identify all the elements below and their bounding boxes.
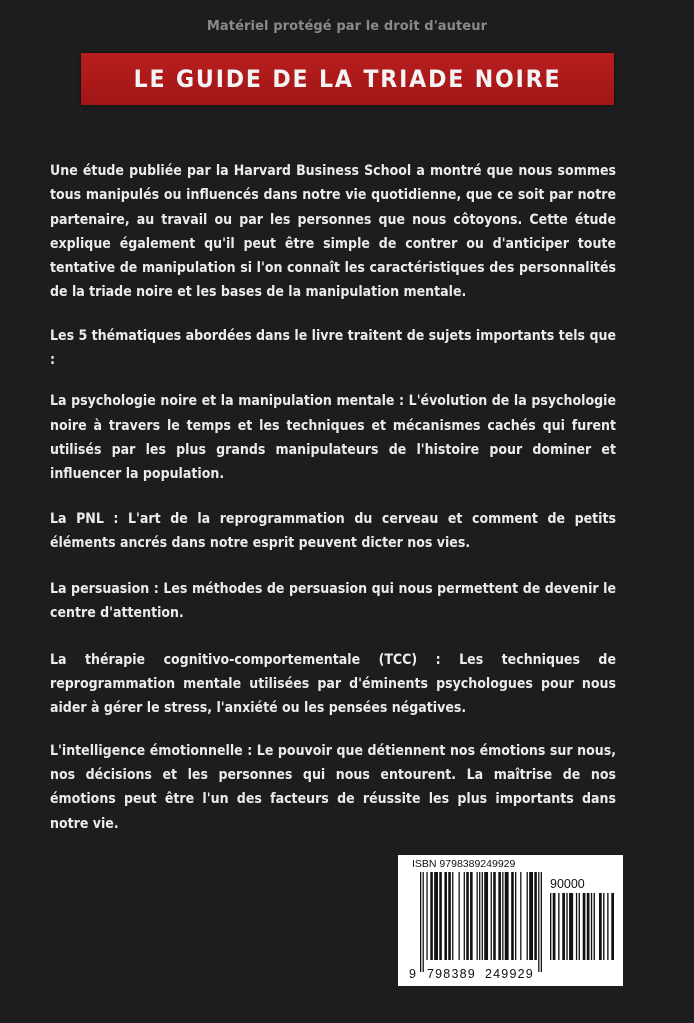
intro-paragraph: Une étude publiée par la Harvard Business School a montré que nous sommes tous manipulés ou influencés dans notre vie quotidienne, que ce soit par notre partenaire, au travail ou par les personnes que nous côtoyons. Cette étude explique également qu'il peut être simple de contrer ou d'anticiper toute tentative de manipulation si l'on connaît les caractéristiques des personnalités de la triade noire et les bases de la manipulation mentale. (50, 163, 616, 301)
barcode-bars-icon (420, 872, 542, 972)
isbn-digits-left: 798389 (427, 967, 476, 981)
topic-pnl: La PNL : L'art de la reprogrammation du cerveau et comment de petits éléments ancrés dans notre esprit peuvent dicter nos vies. (50, 510, 616, 551)
topics-lead-paragraph: Les 5 thématiques abordées dans le livre traitent de sujets importants tels que : (50, 327, 616, 369)
isbn-barcode (398, 855, 623, 986)
topic-persuasion: La persuasion : Les méthodes de persuasion qui nous permettent de devenir le centre d'attention. (50, 581, 616, 622)
topic-intelligence-emotionnelle: L'intelligence émotionnelle : Le pouvoir que détiennent nos émotions sur nous, nos décisions et les personnes qui nous entourent. La maîtrise de nos émotions peut être l'un des facteurs de réussite les plus importants dans notre vie. (50, 742, 616, 832)
topic-psychologie-noire: La psychologie noire et la manipulation mentale : L'évolution de la psychologie noire à travers le temps et les techniques et mécanismes cachés qui furent utilisés par les plus grands manipulateurs de l'histoire pour dominer et influencer la population. (50, 393, 616, 483)
isbn-digits-right: 249929 (485, 967, 534, 981)
back-cover-text (50, 159, 616, 836)
copyright-watermark-top: Matériel protégé par le droit d'auteur (206, 19, 488, 34)
title-banner (81, 53, 614, 105)
isbn-label: ISBN 9798389249929 (412, 858, 516, 870)
price-code: 90000 (550, 877, 585, 891)
isbn-digit-lead: 9 (409, 967, 416, 981)
book-title: LE GUIDE DE LA TRIADE NOIRE (133, 65, 562, 93)
topic-tcc: La thérapie cognitivo-comportementale (TCC) : Les techniques de reprogrammation mentale utilisées par d'éminents psychologues pour nous aider à gérer le stress, l'anxiété ou les pensées négatives. (50, 651, 616, 717)
addon-barcode-bars-icon (550, 893, 614, 972)
